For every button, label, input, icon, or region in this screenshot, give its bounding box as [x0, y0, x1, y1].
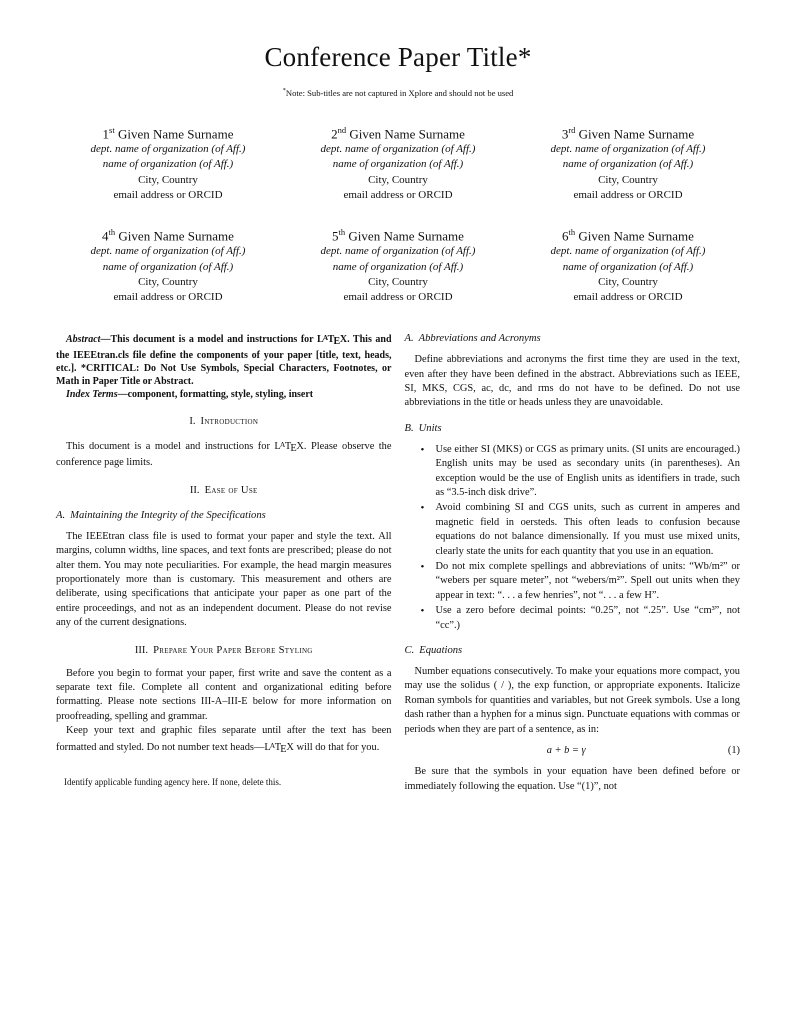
author-city: City, Country	[598, 275, 658, 288]
author-name: 6th Given Name Surname	[562, 227, 694, 244]
section-heading-introduction: I. Introduction	[189, 415, 259, 427]
paragraph-integrity: The IEEEtran class file is used to format your paper and style the text. All margins, column widths, line spaces, and text fonts are prescribed; please do not alter them. You may note peculiarities. For example, the head margin measures proportionately more than is customary. This measurement and others are deliberate, using specifications that anticipate your paper as one part of the entire proceedings, and not as an independent document. Please do not revise any of the current designations.	[56, 530, 392, 629]
author-org: name of organization (of Aff.)	[562, 158, 694, 171]
author-dept: dept. name of organization (of Aff.)	[90, 143, 246, 156]
title-note	[56, 87, 740, 98]
author-block-1	[56, 122, 280, 203]
author-block-4	[56, 224, 280, 305]
abstract	[56, 332, 392, 388]
units-bullet-list	[405, 443, 741, 633]
column-right	[405, 332, 741, 794]
author-email: email address or ORCID	[113, 188, 223, 201]
author-city: City, Country	[138, 173, 198, 186]
author-dept: dept. name of organization (of Aff.)	[320, 143, 476, 156]
bullet-item: • Use a zero before decimal points: “0.25”, not “.25”. Use “cm³”, not “cc”.)	[405, 604, 741, 633]
author-block-2	[286, 122, 510, 203]
author-block-6	[516, 224, 740, 305]
author-city: City, Country	[138, 275, 198, 288]
equation-formula: a + b = γ	[546, 745, 586, 757]
author-block-3	[516, 122, 740, 203]
author-email: email address or ORCID	[343, 188, 453, 201]
author-name: 3rd Given Name Surname	[561, 124, 695, 142]
subsection-heading-equations: C. Equations	[404, 645, 463, 657]
column-left	[56, 332, 392, 794]
equation-number: (1)	[727, 745, 740, 757]
author-dept: dept. name of organization (of Aff.)	[550, 245, 706, 258]
author-dept: dept. name of organization (of Aff.)	[320, 245, 476, 258]
funding-footnote: Identify applicable funding agency here. If none, delete this.	[64, 777, 282, 788]
index-terms-lead: Index Terms	[66, 389, 118, 401]
author-org: name of organization (of Aff.)	[102, 158, 234, 171]
author-block-5	[286, 224, 510, 305]
paragraph-equations-2: Be sure that the symbols in your equation have been defined before or immediately following the equation. Use “(1)”, not	[404, 766, 740, 792]
bullet-item: • Do not mix complete spellings and abbreviations of units: “Wb/m²” or “webers per square meter”, not “webers/m²”. Spell out units when they appear in text: “. . . a few henries”, not “. . . a few H”.	[405, 560, 741, 603]
author-city: City, Country	[368, 275, 428, 288]
authors-grid	[56, 122, 740, 305]
bullet-item: • Avoid combining SI and CGS units, such as current in amperes and magnetic field in oersteds. This often leads to confusion because equations do not balance dimensionally. If you must use mixed units, clearly state the units for each quantity that you use in an equation.	[405, 501, 741, 559]
paper-title: Conference Paper Title*	[264, 42, 532, 72]
paper-header	[56, 42, 740, 98]
paragraph-intro: This document is a model and instructions for $L^ATEX$. Please observe the conference page limits.	[56, 439, 392, 469]
title-note-marker: *	[282, 87, 286, 94]
paragraph-prepare-1: Before you begin to format your paper, first write and save the content as a separate text file. Complete all content and organizational editing before formatting. Please note sections III-A–III-E below for more information on proofreading, spelling and grammar.	[56, 667, 392, 722]
author-dept: dept. name of organization (of Aff.)	[90, 245, 246, 258]
title-note-text: Note: Sub-titles are not captured in Xplore and should not be used	[285, 87, 514, 98]
author-name: 5th Given Name Surname	[332, 227, 464, 244]
author-email: email address or ORCID	[113, 290, 223, 303]
author-city: City, Country	[598, 173, 658, 186]
paragraph-equations-1: Number equations consecutively. To make your equations more compact, you may use the solidus ( / ), the exp function, or appropriate exponents. Italicize Roman symbols for quantities and variables, but not Greek symbols. Use a long dash rather than a hyphen for a minus sign. Punctuate equations with commas or periods when they are part of a sentence, as in:	[404, 666, 740, 735]
paragraph-prepare-2: Keep your text and graphic files separate until after the text has been formatted and styled. Do not number text $heads—L^ATEX$ will do that for you.	[56, 725, 392, 755]
author-name: 4th Given Name Surname	[102, 227, 234, 244]
author-name: 2nd Given Name Surname	[331, 124, 465, 142]
equation	[405, 744, 741, 758]
abstract-text: —This document is a model and instructions for $L^ATEX$. This and the IEEEtran.cls file define the components of your paper [title, text, heads, etc.]. *CRITICAL: Do Not Use Symbols, Special Characters, Footnotes, or Math in Paper Title or Abstract.	[56, 334, 392, 388]
subsection-heading-integrity: A. Maintaining the Integrity of the Specifications	[56, 509, 266, 521]
subsection-heading-abbreviations: A. Abbreviations and Acronyms	[404, 333, 541, 345]
index-terms	[56, 388, 392, 401]
section-heading-ease-of-use: II. Ease of Use	[189, 484, 258, 496]
author-org: name of organization (of Aff.)	[332, 260, 464, 273]
index-terms-text: —component, formatting, style, styling, insert	[117, 389, 314, 401]
subsection-heading-units: B. Units	[404, 422, 442, 434]
abstract-lead: Abstract	[66, 334, 101, 346]
author-email: email address or ORCID	[573, 290, 683, 303]
author-org: name of organization (of Aff.)	[332, 158, 464, 171]
author-email: email address or ORCID	[573, 188, 683, 201]
author-org: name of organization (of Aff.)	[562, 260, 694, 273]
bullet-item: • Use either SI (MKS) or CGS as primary units. (SI units are encouraged.) English units may be used as secondary units (in parentheses). An exception would be the use of English units as identifiers in trade, such as “3.5-inch disk drive”.	[405, 443, 741, 501]
author-dept: dept. name of organization (of Aff.)	[550, 143, 706, 156]
section-heading-prepare: III. Prepare Your Paper Before Styling	[134, 644, 313, 656]
body-columns	[56, 332, 740, 794]
author-city: City, Country	[368, 173, 428, 186]
paragraph-abbreviations: Define abbreviations and acronyms the first time they are used in the text, even after they have been defined in the abstract. Abbreviations such as IEEE, SI, MKS, CGS, ac, dc, and rms do not have to be defined. Do not use abbreviations in the title or heads unless they are unavoidable.	[404, 354, 740, 409]
author-email: email address or ORCID	[343, 290, 453, 303]
author-org: name of organization (of Aff.)	[102, 260, 234, 273]
author-name: 1st Given Name Surname	[102, 124, 234, 142]
